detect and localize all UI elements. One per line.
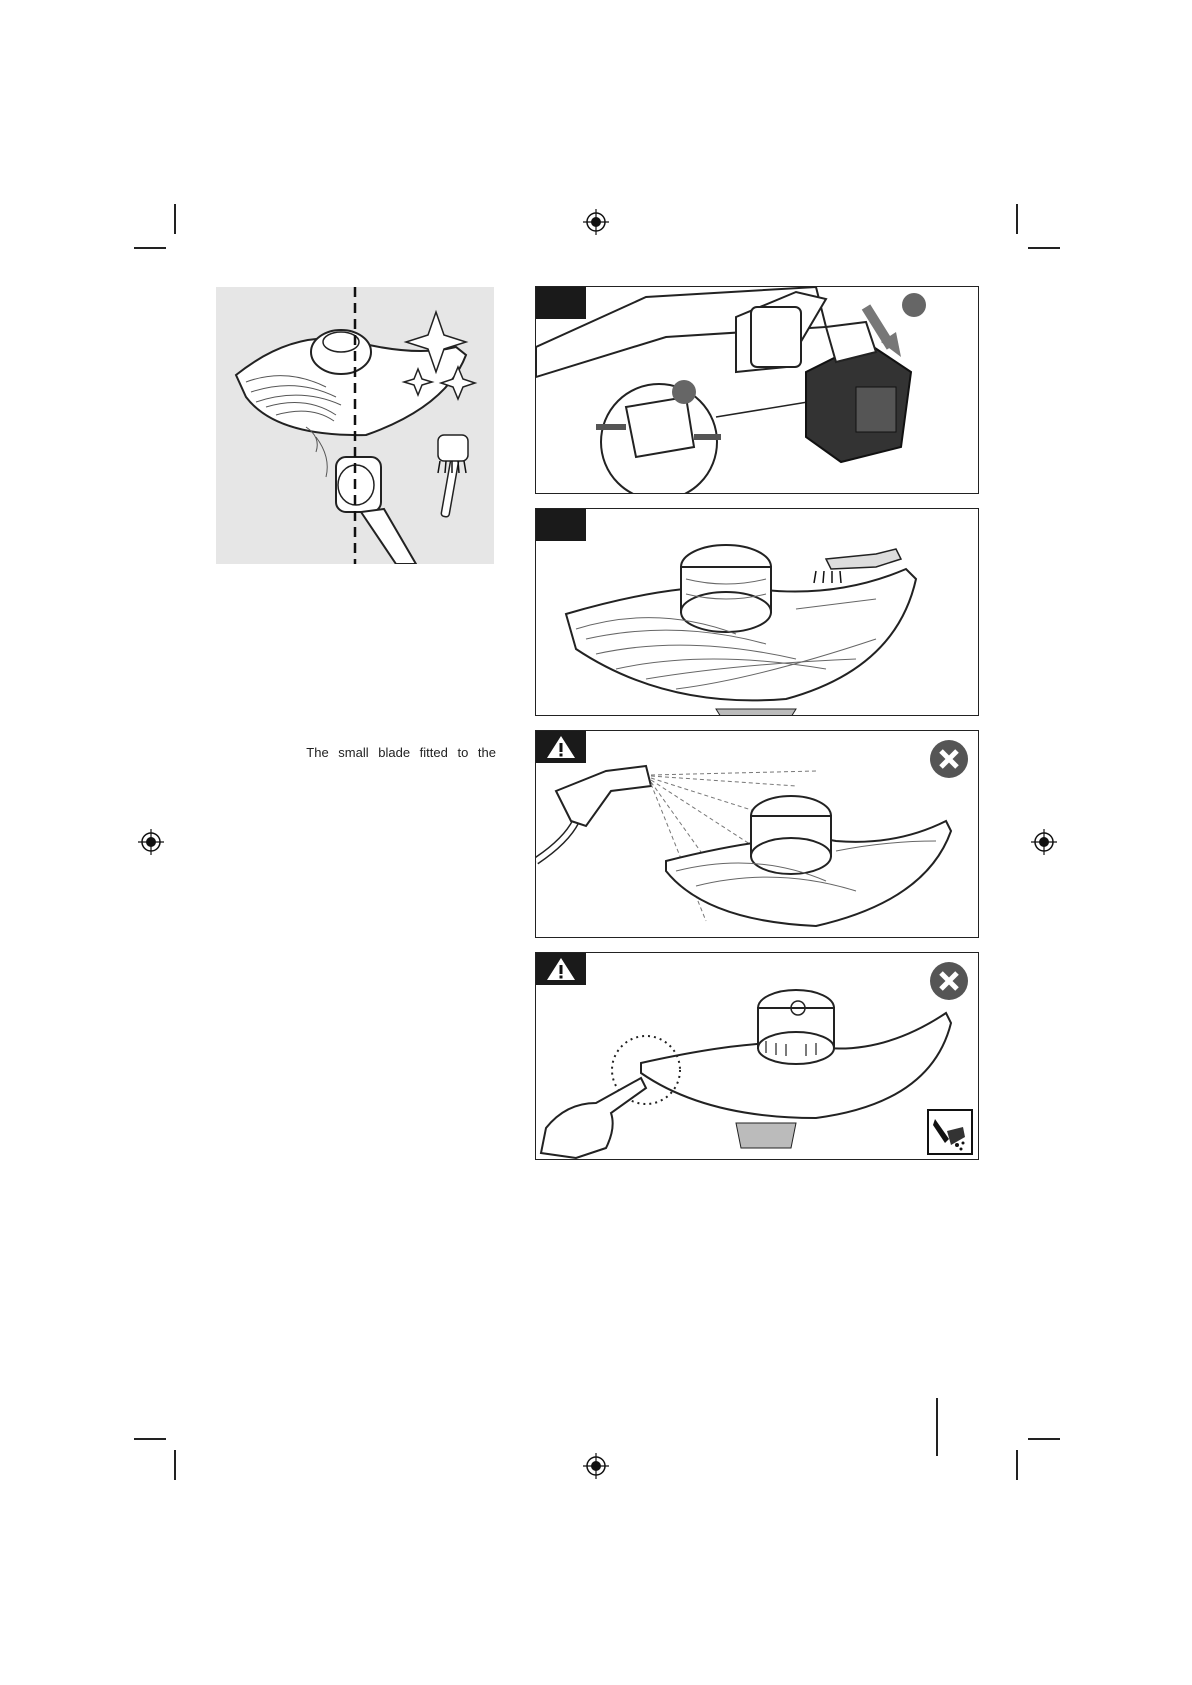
registration-mark-icon xyxy=(138,829,164,855)
crop-mark xyxy=(134,1438,166,1440)
crop-mark xyxy=(174,204,176,234)
registration-mark-icon xyxy=(583,209,609,235)
crop-mark xyxy=(1028,247,1060,249)
blade-danger-figure xyxy=(535,952,979,1160)
registration-mark-icon xyxy=(1031,829,1057,855)
crop-mark xyxy=(1016,1450,1018,1480)
registration-mark-icon xyxy=(583,1453,609,1479)
cleaning-guard-figure xyxy=(216,287,494,564)
crop-mark xyxy=(1028,1438,1060,1440)
crop-mark xyxy=(1016,204,1018,234)
battery-removal-figure xyxy=(535,286,979,494)
brush-cleaning-figure xyxy=(535,508,979,716)
no-water-hose-figure xyxy=(535,730,979,938)
body-text: The small blade fitted to the xyxy=(306,745,496,760)
crop-mark xyxy=(174,1450,176,1480)
crop-mark xyxy=(134,247,166,249)
page-marker xyxy=(936,1398,938,1456)
